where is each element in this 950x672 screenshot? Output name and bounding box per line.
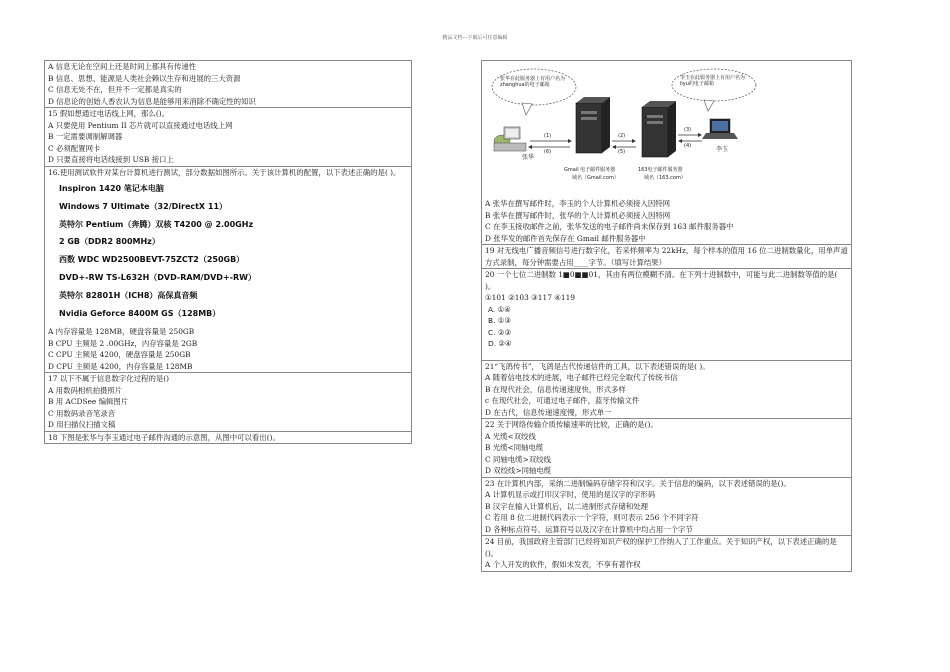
q15-option-b: B 一定需要调制解调器 <box>48 132 123 141</box>
q15-option-c: C 必须配置网卡 <box>48 143 101 153</box>
arrow-label-1: (1) <box>544 133 552 139</box>
q16-stem: 16.使用测试软件对某台计算机进行测试，部分数据如图所示。关于该计算机的配置，以下表述正确的是( )。 <box>48 167 401 177</box>
q18-stem: 18 下图是张华与李玉通过电子邮件沟通的示意图，从图中可以看出()。 <box>48 432 280 442</box>
arrow-label-6: (6) <box>544 149 552 155</box>
q24-option-a: A 个人开发的软件，假如未发表，不享有著作权 <box>485 560 641 569</box>
q20-options <box>482 304 851 350</box>
q14-option-d: D 信息论的创始人香农认为信息是能够用来消除不确定性的知识 <box>48 96 256 106</box>
q22-option-d: D 双绞线>同轴电缆 <box>485 466 552 475</box>
q20-stem: 20 一个七位二进制数 1■0■■01，其由有两位模糊不清。在下列十进制数中，可能与此二进制数等值的是( )。 <box>485 270 838 291</box>
server-left-label: Gmail 电子邮件服务器 <box>564 167 616 173</box>
q20-option-c: C. ②③ <box>488 327 512 337</box>
spec-model: Inspiron 1420 笔记本电脑 <box>59 184 164 193</box>
q15-option-d: D 只要直接将电话线接到 USB 接口上 <box>48 155 174 164</box>
q14-option-a: A 信息无论在空间上还是时间上都具有传递性 <box>48 62 197 71</box>
spec-os: Windows 7 Ultimate（32/DirectX 11） <box>59 201 228 211</box>
q21-option-d: D 在古代，信息传递速度慢，形式单一 <box>485 407 612 417</box>
arrow-label-2: (2) <box>618 133 626 139</box>
q23-stem: 23 在计算机内部，采纳二进制编码存储字符和汉字。关于信息的编码，以下表述错误的是()。 <box>485 478 791 488</box>
q16-option-a: A 内存容量是 128MB，硬盘容量是 250GB <box>48 327 195 337</box>
q16-option-b: B CPU 主频是 2 .00GHz，内存容量是 2GB <box>48 338 198 348</box>
q21-stem: 21“飞鸽传书”，飞鸽是古代传递信件的工具，以下表述错误的是( )。 <box>485 361 710 371</box>
q20-option-d: D. ②④ <box>488 339 512 348</box>
spec-gpu: Nvidia Geforce 8400M GS（128MB） <box>59 308 221 318</box>
q18-option-d: D 张华发的邮件首先保存在 Gmail 邮件服务器中 <box>485 233 646 243</box>
q16-option-d: D CPU 主频是 4200，内存容量是 128MB <box>48 361 193 371</box>
q22-option-b: B 光缆<同轴电缆 <box>485 443 544 452</box>
q23-option-a: A 计算机显示或打印汉字时，使用的是汉字的字形码 <box>485 490 656 499</box>
person-left-label: 张华 <box>522 154 535 161</box>
q14-option-b: B 信息、思想、能源是人类社会赖以生存和进展的三大资源 <box>48 73 241 83</box>
q21-option-a: A 随着信电技术的进展，电子邮件已经完全取代了传统书信 <box>485 373 678 382</box>
q16-option-c: C CPU 主频是 4200，硬盘容量是 250GB <box>48 350 191 360</box>
q20-option-b: B. ①③ <box>488 316 512 325</box>
q15-stem: 15 假如想通过电话线上网，那么()。 <box>48 109 169 118</box>
arrow-label-5: (5) <box>618 149 626 155</box>
q17-option-d: D 用扫描仪扫描文稿 <box>48 420 116 430</box>
q20-option-a: A. ①④ <box>488 304 511 314</box>
q22-option-a: A 光缆<双绞线 <box>485 431 536 441</box>
server-left-domain: 域名（Gmail.com） <box>572 175 619 181</box>
spec-audio: 英特尔 82801H（ICH8）高保真音频 <box>59 290 198 300</box>
q21-option-b: B 在现代社会，信息传递速度快，形式多样 <box>485 384 626 394</box>
q22-option-c: C 同轴电缆>双绞线 <box>485 454 551 464</box>
q17-stem: 17 以下不属于信息数字化过程的是() <box>48 374 169 384</box>
spec-cpu: 英特尔 Pentium（奔腾）双核 T4200 @ 2.00GHz <box>59 219 254 229</box>
q17-option-a: A 用数码相机拍摄照片 <box>48 385 123 395</box>
right-column <box>481 60 852 572</box>
spec-disk: 西数 WDC WD2500BEVT-75ZCT2（250GB） <box>59 255 245 265</box>
q20-candidates: ①101 ②103 ③117 ④119 <box>485 293 575 302</box>
q22-stem: 22 关于网络传输介质传输速率的比较，正确的是()。 <box>485 420 658 429</box>
q14-option-c: C 信息无处不在，但并不一定都是真实的 <box>48 85 182 94</box>
q17-option-c: C 用数码录音笔录音 <box>48 408 116 418</box>
q24-stem: 24 目前，我国政府主管部门已经将知识产权的保护工作纳入了工作重点。关于知识产权，以下表述正确的是()。 <box>485 537 837 558</box>
arrow-label-3: (3) <box>684 127 692 133</box>
q16-spec-list <box>45 178 411 326</box>
q21-option-c: c 在现代社会，可通过电子邮件，蓝牙传输文件 <box>485 396 640 405</box>
page-header: 精品文档---下载后可任意编辑 <box>442 35 508 41</box>
q18-option-a: A 张华在撰写邮件时，李玉的个人计算机必须接入因特网 <box>485 199 671 208</box>
q18-option-c: C 在李玉接收邮件之前，张华发送的电子邮件尚未保存到 163 邮件服务器中 <box>485 222 734 231</box>
person-right-label: 李玉 <box>716 146 729 153</box>
q23-option-d: D 各种标点符号、运算符号以及汉字在计算机中均占用一个字节 <box>485 524 693 534</box>
q23-option-c: C 若用 8 位二进制代码表示一个字符，则可表示 256 个不同字符 <box>485 513 699 522</box>
q18-option-b: B 张华在撰写邮件时，张华的个人计算机必须接入因特网 <box>485 210 671 220</box>
server-right-label: 163电子邮件服务器 <box>638 167 683 173</box>
q23-option-b: B 汉字在输入计算机后，以二进制形式存储和处理 <box>485 501 648 511</box>
server-right-domain: 域名（163.com） <box>644 175 686 181</box>
q15-option-a: A 只要使用 Pentium II 芯片就可以直接通过电话线上网 <box>48 120 233 130</box>
bubble-left-text: 张华在此服务器上有用户名为zhanghua的电子邮箱 <box>500 76 566 88</box>
spec-optical: DVD+-RW TS-L632H（DVD-RAM/DVD+-RW） <box>59 272 256 282</box>
q19-stem: 19 对无线电广播音频信号进行数字化，若采样频率为 22kHz，每个样本的值用 16 位二进制数量化，用单声道方式录制，每分钟需要占用____字节。（填写计算结果） <box>485 246 848 267</box>
email-diagram <box>482 61 851 198</box>
q17-option-b: B 用 ACDSee 编辑图片 <box>48 397 129 407</box>
bubble-right-text: 李玉在此服务器上有用户名为liyu的电子邮箱 <box>680 75 746 87</box>
arrow-label-4: (4) <box>684 143 692 149</box>
left-column <box>44 60 412 444</box>
spec-memory: 2 GB（DDR2 800MHz） <box>59 237 160 247</box>
